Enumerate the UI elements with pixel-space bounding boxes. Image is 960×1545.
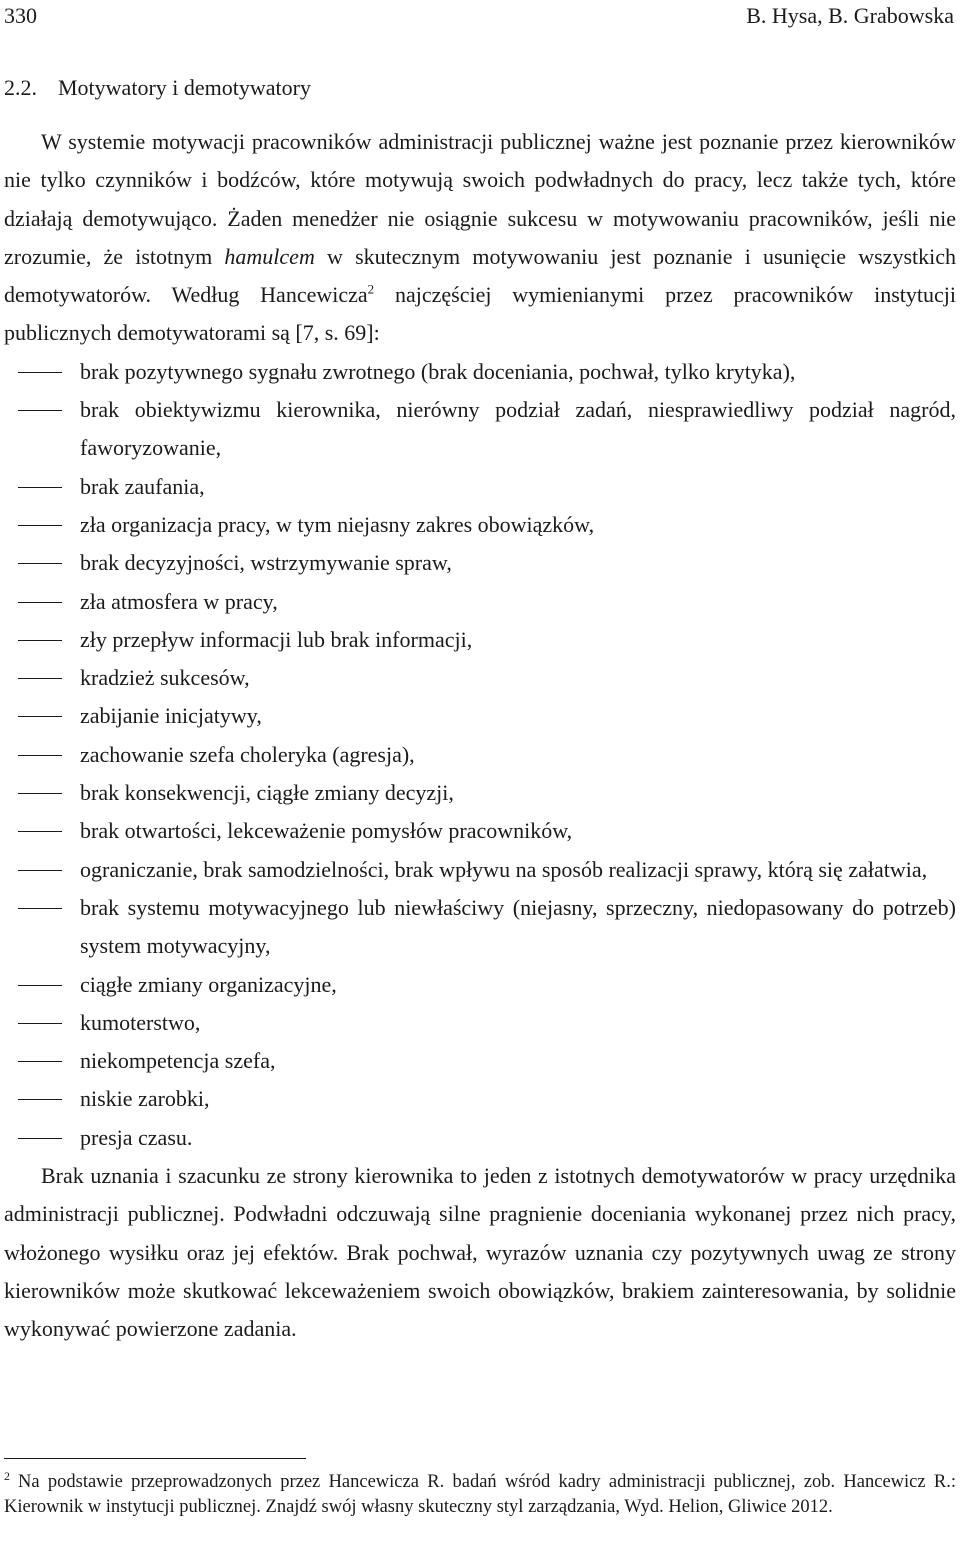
- list-item-text: ograniczanie, brak samodzielności, brak wpływu na sposób realizacji sprawy, którą się załatwia,: [80, 856, 928, 882]
- list-item-text: presja czasu.: [80, 1124, 193, 1150]
- list-item: [4, 353, 956, 391]
- list-item-text: brak systemu motywacyjnego lub niewłaściwy (niejasny, sprzeczny, niedopasowany do potrzeb) system motywacyjny,: [80, 894, 956, 959]
- list-item: [4, 966, 956, 1004]
- list-item: [4, 889, 956, 966]
- list-item: [4, 851, 956, 889]
- footnote: [4, 1470, 956, 1520]
- page-header: [4, 0, 954, 32]
- dash-bullet-icon: [18, 1138, 62, 1139]
- list-item: [4, 659, 956, 697]
- section-heading: [4, 72, 311, 104]
- list-item: [4, 583, 956, 621]
- list-item-text: zachowanie szefa choleryka (agresja),: [80, 741, 415, 767]
- dash-bullet-icon: [18, 640, 62, 641]
- list-item-text: ciągłe zmiany organizacyjne,: [80, 971, 337, 997]
- section-title: Motywatory i demotywatory: [58, 75, 311, 100]
- closing-paragraph: Brak uznania i szacunku ze strony kierownika to jeden z istotnych demotywatorów w pracy urzędnika administracji publicznej. Podwładni odczuwają silne pragnienie doceniania wykonanej przez nich pracy, włożonego wysiłku oraz jej efektów. Brak pochwał, wyrazów uznania czy pozytywnych uwag ze strony kierowników może skutkować lekceważeniem swoich obowiązków, brakiem zainteresowania, by solidnie wykonywać powierzone zadania.: [4, 1163, 956, 1342]
- list-item: [4, 391, 956, 468]
- footnote-text: Na podstawie przeprowadzonych przez Hancewicza R. badań wśród kadry administracji publicznej, zob. Hancewicz R.: Kierownik w instytucji publicznej. Znajdź swój własny skuteczny styl zarządzania, Wyd. Helion, Gliwice 2012.: [4, 1472, 956, 1517]
- list-item: [4, 1004, 956, 1042]
- list-item: [4, 736, 956, 774]
- list-item: [4, 1042, 956, 1080]
- dash-bullet-icon: [18, 1023, 62, 1024]
- intro-italic-term: hamulcem: [224, 243, 315, 269]
- list-item-text: kumoterstwo,: [80, 1009, 201, 1035]
- section-number: 2.2.: [4, 75, 37, 100]
- dash-bullet-icon: [18, 372, 62, 373]
- list-item-text: brak decyzyjności, wstrzymywanie spraw,: [80, 550, 452, 576]
- dash-bullet-icon: [18, 1099, 62, 1100]
- dash-bullet-icon: [18, 793, 62, 794]
- dash-bullet-icon: [18, 602, 62, 603]
- running-head-authors: B. Hysa, B. Grabowska: [746, 3, 954, 28]
- list-item-text: brak konsekwencji, ciągłe zmiany decyzji,: [80, 780, 454, 806]
- intro-text-part3: najczęściej wymienianymi przez pracowników instytucji publicznych demotywatorami są [7, s. 69]:: [4, 282, 957, 346]
- dash-bullet-icon: [18, 870, 62, 871]
- dash-bullet-icon: [18, 525, 62, 526]
- list-item-text: zabijanie inicjatywy,: [80, 703, 262, 729]
- dash-bullet-icon: [18, 410, 62, 411]
- list-item-text: niskie zarobki,: [80, 1086, 210, 1112]
- list-item: [4, 1119, 956, 1157]
- intro-text-part1: W systemie motywacji pracowników administracji publicznej ważne jest poznanie przez kierowników nie tylko czynników i bodźców, które motywują swoich podwładnych do pracy, lecz także tych, które działają demotywująco. Żaden menedżer nie osiągnie sukcesu w motywowaniu pracowników, jeśli nie zrozumie, że istotnym: [4, 129, 956, 269]
- list-item: [4, 544, 956, 582]
- list-item-text: brak otwartości, lekceważenie pomysłów pracowników,: [80, 818, 573, 844]
- dash-bullet-icon: [18, 563, 62, 564]
- list-item-text: zły przepływ informacji lub brak informacji,: [80, 626, 473, 652]
- dash-bullet-icon: [18, 831, 62, 832]
- intro-paragraph: [4, 123, 956, 353]
- dash-bullet-icon: [18, 678, 62, 679]
- dash-bullet-icon: [18, 487, 62, 488]
- dash-bullet-icon: [18, 1061, 62, 1062]
- list-item: [4, 774, 956, 812]
- list-item: [4, 697, 956, 735]
- footnote-mark: 2: [4, 1468, 10, 1483]
- demotivator-list: [4, 353, 956, 1157]
- footnote-reference[interactable]: 2: [367, 281, 375, 297]
- page-number: 330: [4, 3, 37, 28]
- list-item-text: kradzież sukcesów,: [80, 665, 250, 691]
- intro-text-part2: w skutecznym motywowaniu jest poznanie i usunięcie wszystkich demotywatorów. Według Hancewicza: [4, 243, 957, 308]
- list-item: [4, 1080, 956, 1118]
- list-item-text: brak zaufania,: [80, 473, 205, 499]
- list-item: [4, 506, 956, 544]
- list-item-text: zła atmosfera w pracy,: [80, 588, 278, 614]
- dash-bullet-icon: [18, 908, 62, 909]
- dash-bullet-icon: [18, 755, 62, 756]
- list-item-text: brak pozytywnego sygnału zwrotnego (brak doceniania, pochwał, tylko krytyka),: [80, 358, 796, 384]
- list-item-text: brak obiektywizmu kierownika, nierówny podział zadań, niesprawiedliwy podział nagród, faworyzowanie,: [80, 397, 956, 461]
- dash-bullet-icon: [18, 985, 62, 986]
- main-text: [4, 123, 956, 1349]
- list-item-text: zła organizacja pracy, w tym niejasny zakres obowiązków,: [80, 511, 595, 537]
- dash-bullet-icon: [18, 716, 62, 717]
- footnote-separator: [4, 1458, 306, 1459]
- list-item: [4, 621, 956, 659]
- list-item: [4, 812, 956, 850]
- list-item-text: niekompetencja szefa,: [80, 1048, 276, 1074]
- list-item: [4, 468, 956, 506]
